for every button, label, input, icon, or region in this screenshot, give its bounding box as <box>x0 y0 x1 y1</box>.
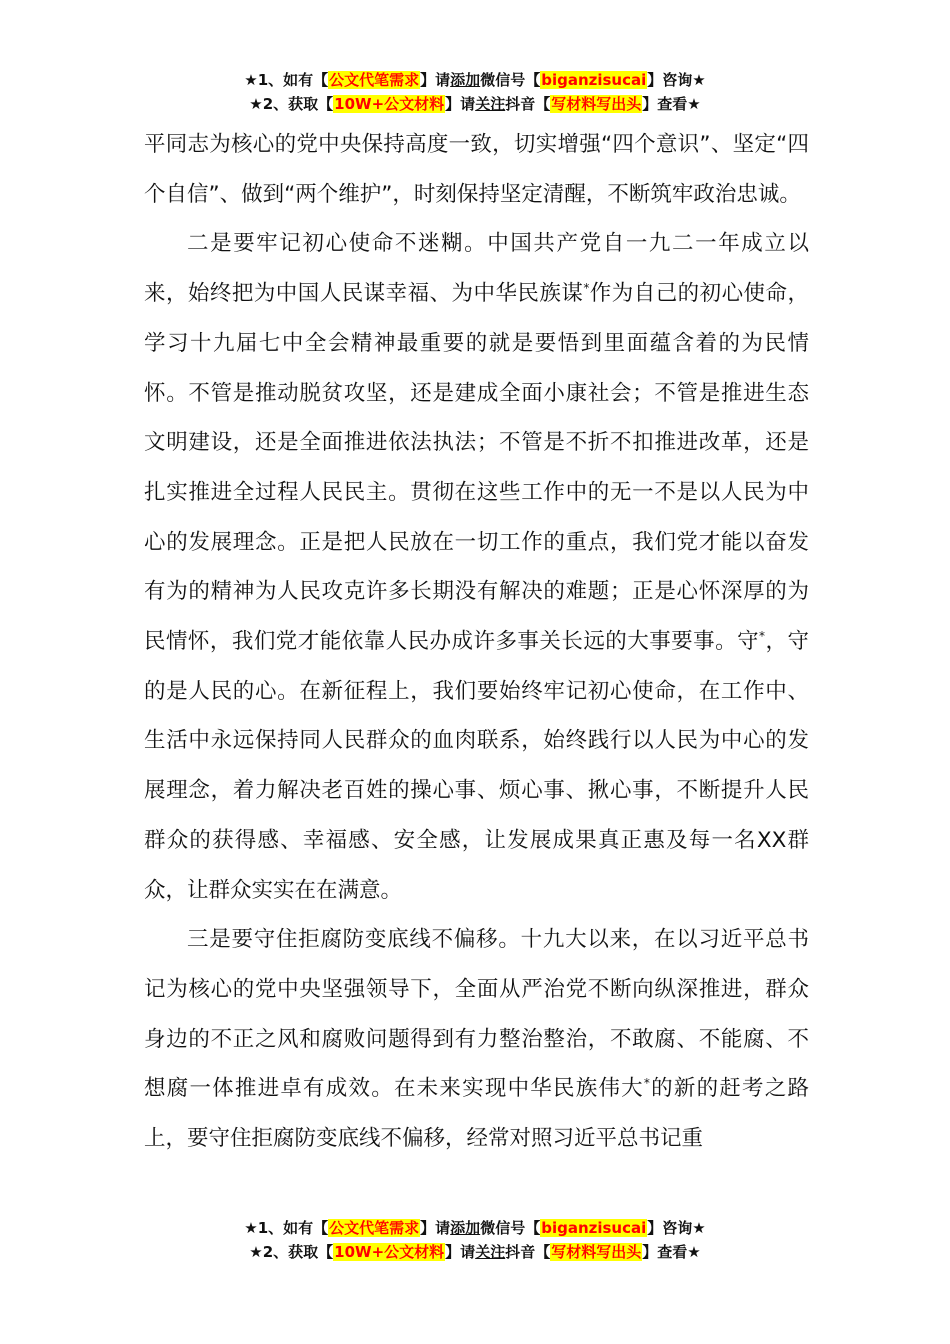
promo-highlight: 写材料写出头 <box>551 95 642 113</box>
redaction-mark: * <box>643 1076 650 1091</box>
promo-text: 】咨询 <box>647 71 693 89</box>
promo-underline: 添加 <box>450 71 481 89</box>
paragraph-continued <box>144 120 809 219</box>
promo-highlight: 公文代笔需求 <box>329 71 420 89</box>
paragraph-text: 平同志为核心的党中央保持高度一致，切实增强“四个意识”、坚定“四个自信”、做到“两个维护”，时刻保持坚定清醒，不断筑牢政治忠诚。 <box>144 132 809 207</box>
promo-line-2 <box>0 92 950 116</box>
paragraph-text: 二是要牢记初心使命不迷糊。中国共产党自一九二一年成立以来，始终把为中国人民谋幸福、为中华民族谋 <box>144 231 809 307</box>
promo-underline: 关注 <box>475 95 506 113</box>
bottom-promo-banner <box>0 1216 950 1264</box>
star-icon: ★ <box>687 1243 701 1261</box>
promo-text: 2、获取【 <box>262 95 334 113</box>
promo-text: 】咨询 <box>647 1219 693 1237</box>
promo-text: 微信号【 <box>480 1219 541 1237</box>
paragraph-text: ，守的是人民的心。在新征程上，我们要始终牢记初心使命，在工作中、生活中永远保持同人民群众的血肉联系，始终践行以人民为中心的发展理念，着力解决老百姓的操心事、烦心事、揪心事，不断提升人民群众的获得感、幸福感、安全感，让发展成果真正惠及每一名XX群众，让群众实实在在满意。 <box>144 629 809 903</box>
promo-text: 】查看 <box>642 1243 688 1261</box>
star-icon: ★ <box>692 71 706 89</box>
redaction-mark: * <box>583 280 590 295</box>
promo-line-1 <box>0 1216 950 1240</box>
promo-text: 】请 <box>420 1219 451 1237</box>
promo-text: 1、如有【 <box>257 1219 329 1237</box>
promo-highlight: 10W+公文材料 <box>334 1243 445 1261</box>
promo-text: 】请 <box>445 95 476 113</box>
promo-underline: 添加 <box>450 1219 481 1237</box>
paragraph-text: 作为自己的初心使命，学习十九届七中全会精神最重要的就是要悟到里面蕴含着的为民情怀。不管是推动脱贫攻坚，还是建成全面小康社会；不管是推进生态文明建设，还是全面推进依法执法；不管是不折不扣推进改革，还是扎实推进全过程人民民主。贯彻在这些工作中的无一不是以人民为中心的发展理念。正是把人民放在一切工作的重点，我们党才能以奋发有为的精神为人民攻克许多长期没有解决的难题；正是心怀深厚的为民情怀，我们党才能依靠人民办成许多事关长远的大事要事。守 <box>144 281 809 655</box>
promo-highlight: 10W+公文材料 <box>334 95 445 113</box>
star-icon: ★ <box>687 95 701 113</box>
star-icon: ★ <box>692 1219 706 1237</box>
paragraph-text: 三是要守住拒腐防变底线不偏移。十九大以来，在以习近平总书记为核心的党中央坚强领导下，全面从严治党不断向纵深推进，群众身边的不正之风和腐败问题得到有力整治整治，不敢腐、不能腐、不想腐一体推进卓有成效。在未来实现中华民族伟大 <box>144 927 809 1102</box>
promo-text: 抖音【 <box>505 95 551 113</box>
promo-highlight: biganzisucai <box>541 71 647 89</box>
star-icon: ★ <box>249 1243 263 1261</box>
promo-text: 微信号【 <box>480 71 541 89</box>
promo-text: 】查看 <box>642 95 688 113</box>
paragraph-3 <box>144 915 809 1164</box>
promo-underline: 关注 <box>475 1243 506 1261</box>
paragraph-text: 的新的赶考之路上，要守住拒腐防变底线不偏移，经常对照习近平总书记重 <box>144 1076 809 1152</box>
promo-text: 1、如有【 <box>257 71 329 89</box>
document-body <box>144 120 809 1164</box>
promo-text: 抖音【 <box>505 1243 551 1261</box>
promo-highlight: 公文代笔需求 <box>329 1219 420 1237</box>
promo-line-1 <box>0 68 950 92</box>
star-icon: ★ <box>244 71 258 89</box>
promo-highlight: biganzisucai <box>541 1219 647 1237</box>
top-promo-banner <box>0 68 950 116</box>
promo-highlight: 写材料写出头 <box>551 1243 642 1261</box>
star-icon: ★ <box>249 95 263 113</box>
paragraph-2 <box>144 219 809 915</box>
promo-line-2 <box>0 1240 950 1264</box>
redaction-mark: * <box>759 628 766 643</box>
promo-text: 】请 <box>445 1243 476 1261</box>
star-icon: ★ <box>244 1219 258 1237</box>
promo-text: 】请 <box>420 71 451 89</box>
promo-text: 2、获取【 <box>262 1243 334 1261</box>
